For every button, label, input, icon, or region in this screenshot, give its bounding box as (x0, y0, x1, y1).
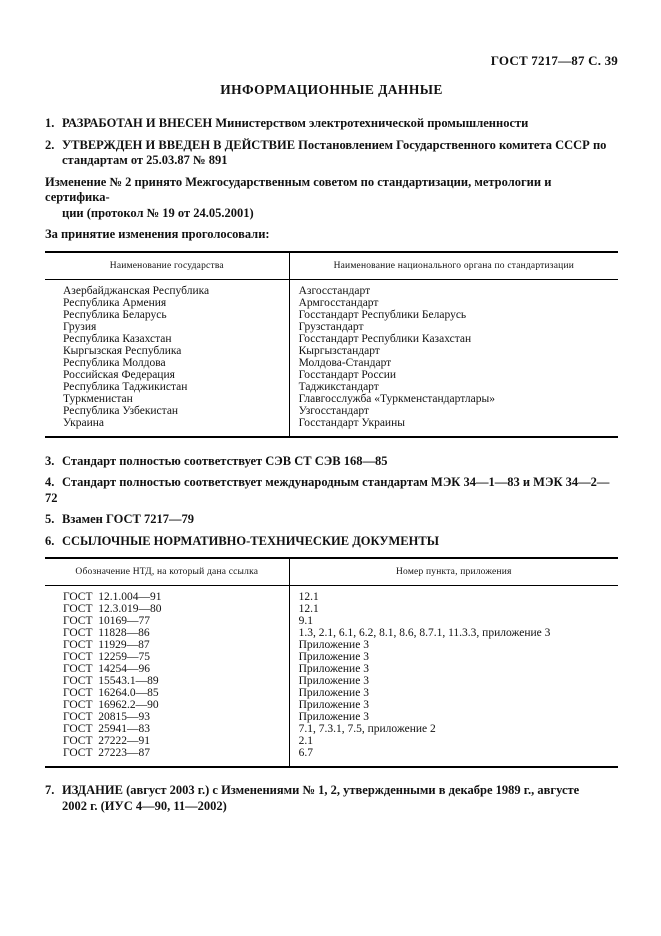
clause-cell: 6.7 (289, 747, 618, 767)
clause-cell: Приложение 3 (289, 699, 618, 711)
amendment-text-line-1: Изменение № 2 принято Межгосударственным советом по стандартизации, метрологии и сертифика- (45, 174, 552, 204)
state-cell: Республика Беларусь (63, 308, 167, 321)
ntd-cell: ГОСТ 14254—96 (63, 663, 151, 675)
ntd-cell: ГОСТ 16962.2—90 (63, 699, 159, 711)
agency-cell: Таджикстандарт (289, 381, 618, 393)
state-cell: Туркменистан (63, 392, 133, 405)
item-7 (45, 783, 618, 814)
agency-cell: Госстандарт Украины (289, 417, 618, 437)
agency-cell: Госстандарт Республики Казахстан (289, 333, 618, 345)
item-5-text: Взамен ГОСТ 7217—79 (62, 512, 195, 526)
clause-cell: 2.1 (289, 735, 618, 747)
item-5 (45, 512, 618, 528)
agency-cell: Армгосстандарт (289, 297, 618, 309)
ref-table-header-ntd: Обозначение НТД, на который дана ссылка (45, 558, 289, 586)
item-6 (45, 534, 618, 550)
agency-cell: Молдова-Стандарт (289, 357, 618, 369)
clause-cell: Приложение 3 (289, 711, 618, 723)
vote-table-row (45, 369, 618, 381)
vote-table-row (45, 417, 618, 437)
vote-table (45, 251, 618, 438)
doc-reference: ГОСТ 7217—87 С. 39 (490, 53, 618, 68)
vote-table-header-row (45, 252, 618, 280)
vote-table-row (45, 279, 618, 297)
ntd-cell: ГОСТ 16264.0—85 (63, 687, 159, 699)
vote-table-row (45, 321, 618, 333)
ntd-cell: ГОСТ 12.3.019—80 (63, 603, 162, 615)
ntd-cell: ГОСТ 11828—86 (63, 627, 150, 639)
state-cell: Республика Казахстан (63, 332, 172, 345)
clause-cell: 9.1 (289, 615, 618, 627)
vote-table-row (45, 381, 618, 393)
clause-cell: 12.1 (289, 603, 618, 615)
agency-cell: Госстандарт Республики Беларусь (289, 309, 618, 321)
vote-intro-text: За принятие изменения проголосовали: (45, 227, 270, 241)
agency-cell: Грузстандарт (289, 321, 618, 333)
vote-table-header-agency: Наименование национального органа по стандартизации (289, 252, 618, 280)
state-cell: Кыргызская Республика (63, 344, 182, 357)
ntd-cell: ГОСТ 10169—77 (63, 615, 151, 627)
item-2-text-line-2: стандартам от 25.03.87 № 891 (62, 153, 228, 167)
ntd-cell: ГОСТ 27223—87 (63, 747, 151, 759)
state-cell: Республика Таджикистан (63, 380, 188, 393)
clause-cell: 1.3, 2.1, 6.1, 6.2, 8.1, 8.6, 8.7.1, 11.3.3, приложение 3 (289, 627, 618, 639)
vote-table-row (45, 345, 618, 357)
ref-table-row (45, 627, 618, 639)
vote-table-body (45, 279, 618, 437)
ref-table-row (45, 735, 618, 747)
clause-cell: 7.1, 7.3.1, 7.5, приложение 2 (289, 723, 618, 735)
item-2-number: 2. (45, 137, 55, 152)
state-cell: Украина (63, 416, 104, 429)
item-6-text: ССЫЛОЧНЫЕ НОРМАТИВНО-ТЕХНИЧЕСКИЕ ДОКУМЕНТЫ (62, 533, 439, 548)
ntd-cell: ГОСТ 27222—91 (63, 735, 151, 747)
state-cell: Российская Федерация (63, 368, 175, 381)
ref-table-wrap (45, 557, 618, 768)
ref-table-row (45, 603, 618, 615)
item-7-text-line-1: ИЗДАНИЕ (август 2003 г.) с Изменениями № 1, 2, утвержденными в декабре 1989 г., августе (62, 783, 580, 797)
ref-table-row (45, 615, 618, 627)
ref-table-row (45, 675, 618, 687)
ntd-cell: ГОСТ 12.1.004—91 (63, 591, 162, 603)
ref-table-row (45, 651, 618, 663)
clause-cell: Приложение 3 (289, 663, 618, 675)
clause-cell: 12.1 (289, 586, 618, 604)
item-3-text: Стандарт полностью соответствует СЭВ СТ СЭВ 168—85 (62, 453, 388, 468)
ref-table-header-row (45, 558, 618, 586)
ref-table (45, 557, 618, 768)
ref-table-row (45, 586, 618, 604)
ref-table-row (45, 663, 618, 675)
ntd-cell: ГОСТ 15543.1—89 (63, 675, 159, 687)
ntd-cell: ГОСТ 20815—93 (63, 711, 151, 723)
ntd-cell: ГОСТ 12259—75 (63, 651, 151, 663)
page-title: ИНФОРМАЦИОННЫЕ ДАННЫЕ (220, 82, 443, 97)
item-3 (45, 454, 618, 470)
clause-cell: Приложение 3 (289, 687, 618, 699)
item-1-text: РАЗРАБОТАН И ВНЕСЕН Министерством электротехнической промышленности (62, 116, 529, 130)
vote-table-row (45, 393, 618, 405)
vote-intro (45, 227, 618, 243)
clause-cell: Приложение 3 (289, 675, 618, 687)
ntd-cell: ГОСТ 25941—83 (63, 723, 151, 735)
agency-cell: Азгосстандарт (289, 279, 618, 297)
ref-table-row (45, 711, 618, 723)
agency-cell: Главгосслужба «Туркменстандартлары» (289, 393, 618, 405)
item-5-number: 5. (45, 512, 55, 526)
item-6-number: 6. (45, 533, 55, 548)
item-1-number: 1. (45, 116, 55, 130)
ref-table-body (45, 586, 618, 768)
item-2 (45, 138, 618, 169)
ntd-cell: ГОСТ 11929—87 (63, 639, 150, 651)
amendment-note (45, 175, 618, 222)
ref-table-row (45, 747, 618, 767)
vote-table-row (45, 309, 618, 321)
ref-table-row (45, 723, 618, 735)
agency-cell: Кыргызстандарт (289, 345, 618, 357)
ref-table-header-clause: Номер пункта, приложения (289, 558, 618, 586)
ref-table-row (45, 699, 618, 711)
clause-cell: Приложение 3 (289, 639, 618, 651)
item-1 (45, 116, 618, 132)
vote-table-row (45, 405, 618, 417)
vote-table-header-state: Наименование государства (45, 252, 289, 280)
ref-table-row (45, 639, 618, 651)
state-cell: Грузия (63, 320, 97, 333)
vote-table-row (45, 357, 618, 369)
agency-cell: Узгосстандарт (289, 405, 618, 417)
page-header (45, 52, 618, 70)
agency-cell: Госстандарт России (289, 369, 618, 381)
item-4 (45, 475, 618, 506)
amendment-text-line-2: ции (протокол № 19 от 24.05.2001) (62, 205, 254, 220)
state-cell: Республика Армения (63, 296, 167, 309)
state-cell: Республика Узбекистан (63, 404, 179, 417)
ref-table-row (45, 687, 618, 699)
vote-table-row (45, 297, 618, 309)
item-4-number: 4. (45, 475, 55, 489)
item-7-text-line-2: 2002 г. (ИУС 4—90, 11—2002) (62, 798, 227, 813)
vote-table-row (45, 333, 618, 345)
clause-cell: Приложение 3 (289, 651, 618, 663)
item-3-number: 3. (45, 453, 55, 468)
item-4-text: Стандарт полностью соответствует международным стандартам МЭК 34—1—83 и МЭК 34—2—72 (45, 475, 610, 505)
state-cell: Республика Молдова (63, 356, 166, 369)
item-2-text-line-1: УТВЕРЖДЕН И ВВЕДЕН В ДЕЙСТВИЕ Постановлением Государственного комитета СССР по (62, 137, 607, 152)
state-cell: Азербайджанская Республика (63, 284, 210, 297)
item-7-number: 7. (45, 783, 55, 797)
